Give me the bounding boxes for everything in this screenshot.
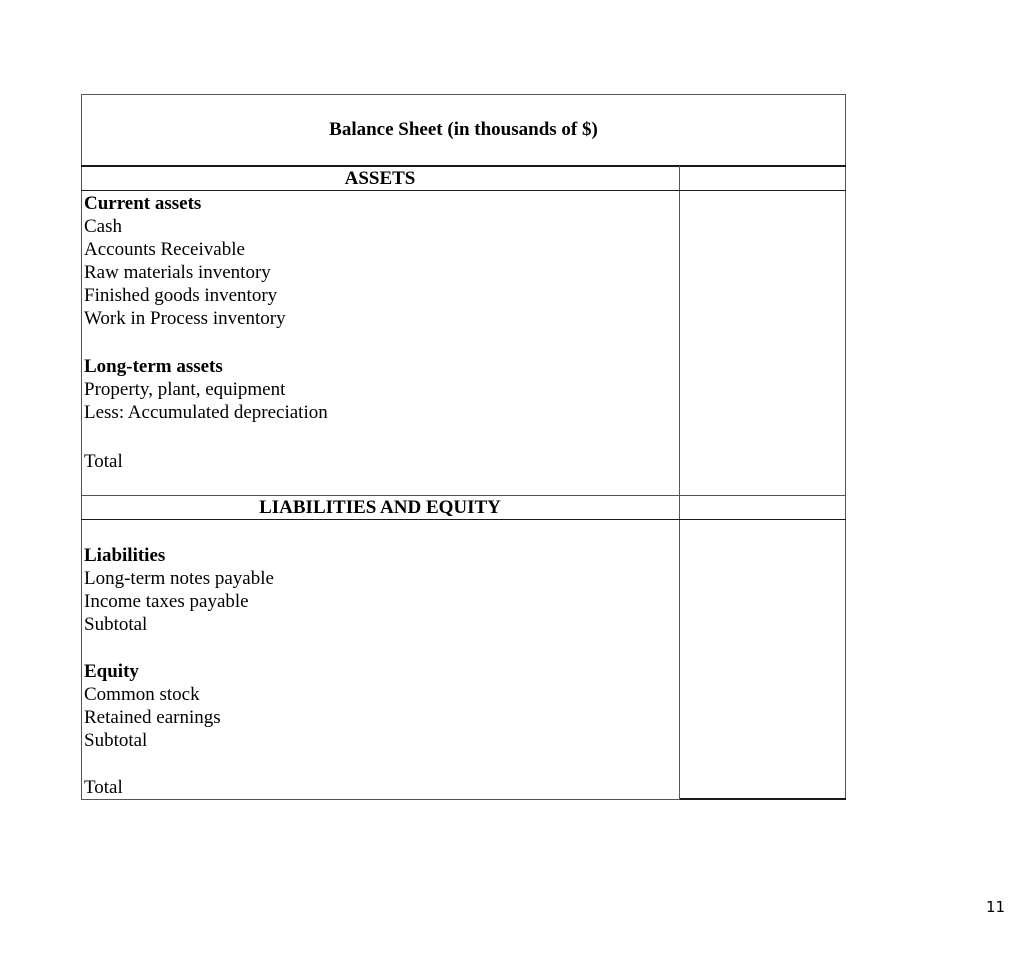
list-item: Property, plant, equipment [84,379,286,400]
list-item: Cash [84,216,122,237]
table-border-right [845,94,846,800]
table-border-bottom [81,799,679,800]
equity-label: Equity [84,661,139,682]
table-border-left [81,94,82,800]
longterm-assets-label: Long-term assets [84,356,223,377]
list-item: Work in Process inventory [84,308,286,329]
list-item: Long-term notes payable [84,568,274,589]
liabilities-equity-heading: LIABILITIES AND EQUITY [259,497,501,518]
page-number: 11 [986,898,1006,916]
value-column-divider [679,166,680,800]
list-item: Finished goods inventory [84,285,278,306]
list-item: Retained earnings [84,707,221,728]
list-item: Common stock [84,684,200,705]
current-assets-label: Current assets [84,193,202,214]
list-item: Subtotal [84,730,148,751]
list-item: Raw materials inventory [84,262,271,283]
list-item: Income taxes payable [84,591,249,612]
list-item: Less: Accumulated depreciation [84,402,328,423]
assets-total-label: Total [84,451,123,472]
list-item: Subtotal [84,614,148,635]
assets-heading: ASSETS [344,168,416,189]
value-column-bottom-rule [679,798,846,800]
balance-sheet-table [81,94,846,800]
page-title: Balance Sheet (in thousands of $) [329,119,598,140]
list-item: Accounts Receivable [84,239,245,260]
liabilities-label: Liabilities [84,545,166,566]
liabilities-equity-total-label: Total [84,777,123,798]
